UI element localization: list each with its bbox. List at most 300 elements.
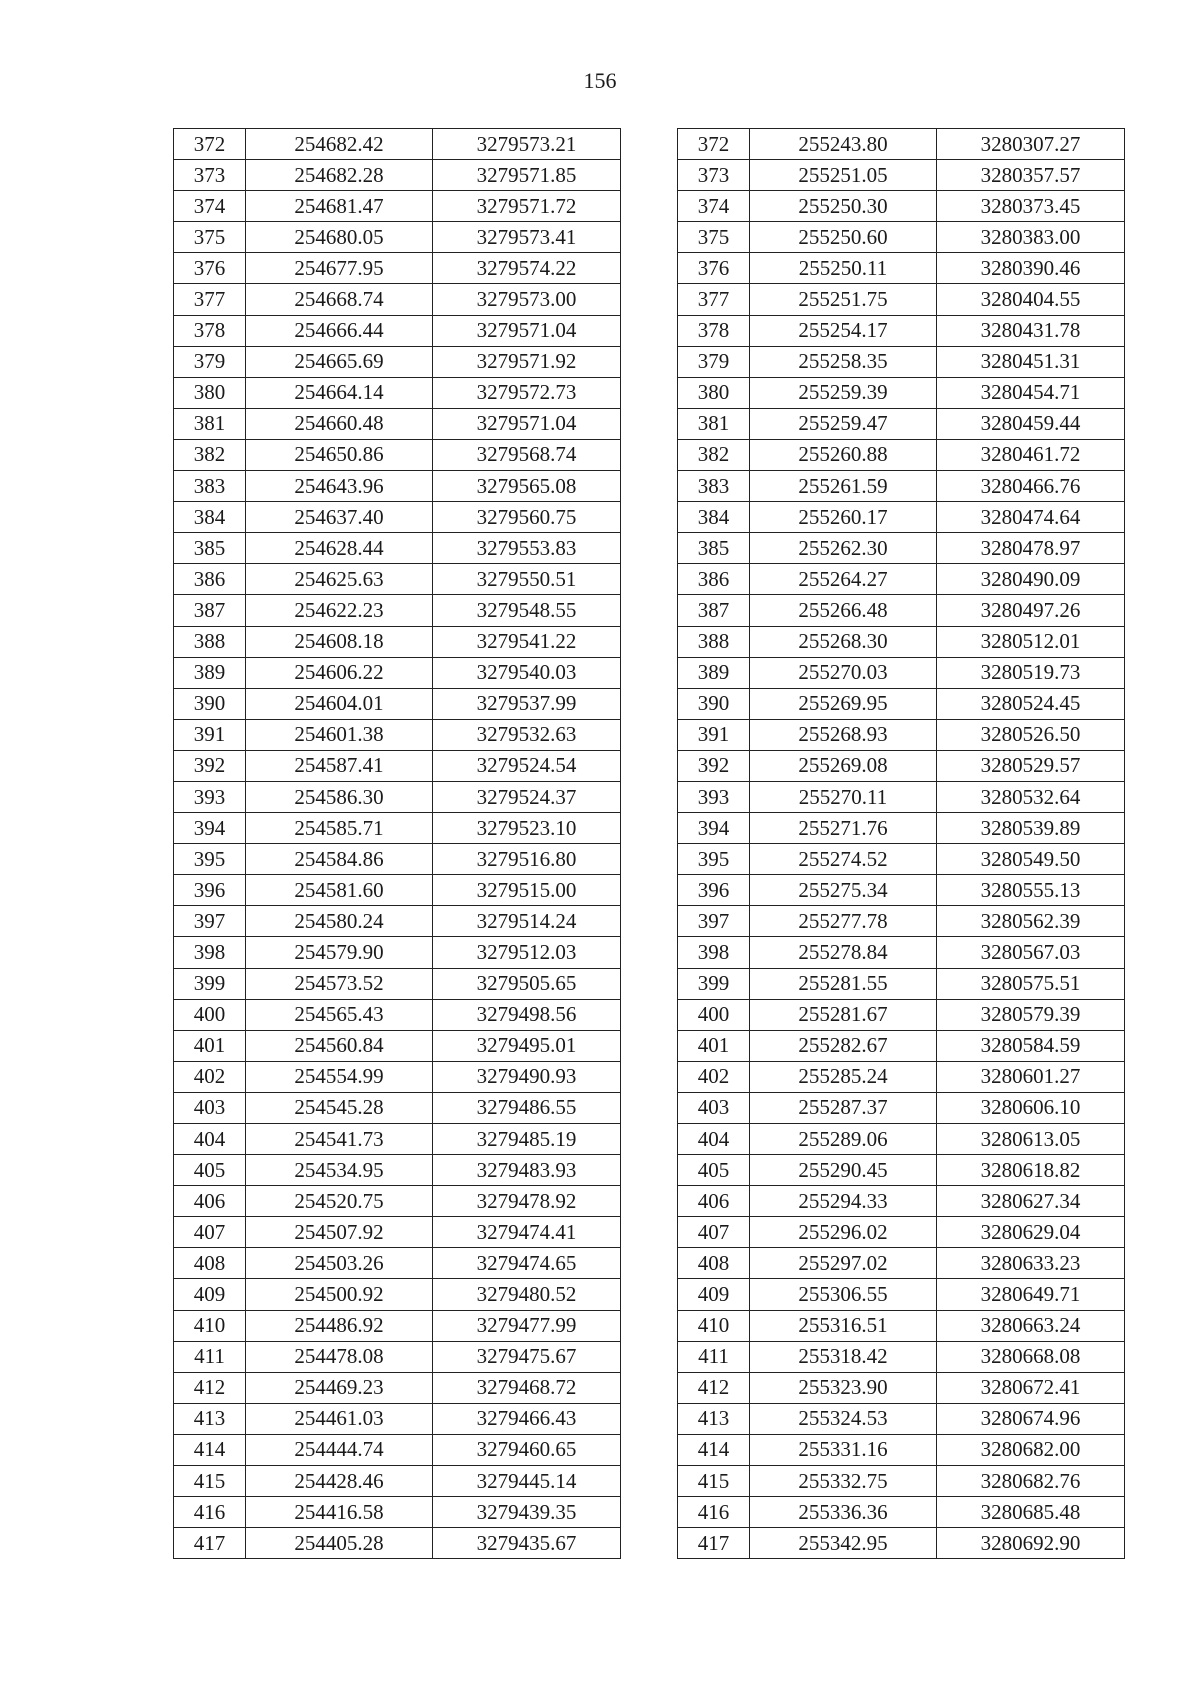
right-x-coordinate: 255306.55 [750,1279,937,1310]
left-y-coordinate: 3279475.67 [433,1341,621,1372]
table-row [174,1434,1125,1465]
table-row [174,315,1125,346]
right-x-coordinate: 255260.17 [750,502,937,533]
table-row [174,1497,1125,1528]
table-row [174,999,1125,1030]
right-point-number: 375 [678,222,750,253]
right-x-coordinate: 255258.35 [750,346,937,377]
left-point-number: 376 [174,253,246,284]
column-gap [621,968,678,999]
left-point-number: 392 [174,750,246,781]
right-y-coordinate: 3280549.50 [937,844,1125,875]
table-row [174,1124,1125,1155]
left-point-number: 411 [174,1341,246,1372]
left-point-number: 402 [174,1061,246,1092]
right-x-coordinate: 255254.17 [750,315,937,346]
right-point-number: 412 [678,1372,750,1403]
left-y-coordinate: 3279571.85 [433,160,621,191]
left-point-number: 415 [174,1466,246,1497]
table-row [174,564,1125,595]
left-point-number: 372 [174,129,246,160]
right-x-coordinate: 255296.02 [750,1217,937,1248]
left-point-number: 386 [174,564,246,595]
table-row [174,1279,1125,1310]
right-y-coordinate: 3280663.24 [937,1310,1125,1341]
column-gap [621,1434,678,1465]
left-x-coordinate: 254585.71 [246,813,433,844]
right-y-coordinate: 3280373.45 [937,191,1125,222]
table-row [174,222,1125,253]
left-x-coordinate: 254637.40 [246,502,433,533]
left-y-coordinate: 3279512.03 [433,937,621,968]
left-point-number: 399 [174,968,246,999]
left-x-coordinate: 254586.30 [246,781,433,812]
right-x-coordinate: 255259.39 [750,377,937,408]
right-point-number: 372 [678,129,750,160]
column-gap [621,564,678,595]
right-y-coordinate: 3280692.90 [937,1528,1125,1559]
table-row [174,688,1125,719]
column-gap [621,875,678,906]
right-point-number: 380 [678,377,750,408]
right-y-coordinate: 3280431.78 [937,315,1125,346]
column-gap [621,377,678,408]
left-point-number: 375 [174,222,246,253]
left-point-number: 416 [174,1497,246,1528]
right-x-coordinate: 255251.75 [750,284,937,315]
right-y-coordinate: 3280383.00 [937,222,1125,253]
left-point-number: 385 [174,533,246,564]
right-x-coordinate: 255262.30 [750,533,937,564]
left-point-number: 377 [174,284,246,315]
column-gap [621,813,678,844]
right-y-coordinate: 3280474.64 [937,502,1125,533]
column-gap [621,471,678,502]
right-x-coordinate: 255269.08 [750,750,937,781]
right-point-number: 398 [678,937,750,968]
right-point-number: 403 [678,1092,750,1123]
column-gap [621,1186,678,1217]
right-x-coordinate: 255297.02 [750,1248,937,1279]
left-x-coordinate: 254469.23 [246,1372,433,1403]
table-row [174,1403,1125,1434]
left-x-coordinate: 254666.44 [246,315,433,346]
left-x-coordinate: 254664.14 [246,377,433,408]
right-point-number: 405 [678,1155,750,1186]
right-y-coordinate: 3280649.71 [937,1279,1125,1310]
table-row [174,781,1125,812]
right-point-number: 387 [678,595,750,626]
right-y-coordinate: 3280529.57 [937,750,1125,781]
column-gap [621,906,678,937]
right-x-coordinate: 255271.76 [750,813,937,844]
right-x-coordinate: 255290.45 [750,1155,937,1186]
left-y-coordinate: 3279478.92 [433,1186,621,1217]
right-point-number: 400 [678,999,750,1030]
right-point-number: 376 [678,253,750,284]
column-gap [621,1310,678,1341]
left-y-coordinate: 3279483.93 [433,1155,621,1186]
table-row [174,377,1125,408]
right-point-number: 377 [678,284,750,315]
right-point-number: 413 [678,1403,750,1434]
table-row [174,191,1125,222]
right-y-coordinate: 3280555.13 [937,875,1125,906]
left-y-coordinate: 3279460.65 [433,1434,621,1465]
column-gap [621,750,678,781]
left-y-coordinate: 3279532.63 [433,719,621,750]
column-gap [621,253,678,284]
right-x-coordinate: 255268.30 [750,626,937,657]
column-gap [621,160,678,191]
left-x-coordinate: 254677.95 [246,253,433,284]
right-y-coordinate: 3280539.89 [937,813,1125,844]
left-point-number: 393 [174,781,246,812]
right-x-coordinate: 255289.06 [750,1124,937,1155]
right-y-coordinate: 3280524.45 [937,688,1125,719]
left-x-coordinate: 254604.01 [246,688,433,719]
column-gap [621,781,678,812]
table-row [174,284,1125,315]
left-point-number: 390 [174,688,246,719]
column-gap [621,937,678,968]
right-point-number: 417 [678,1528,750,1559]
table-row [174,408,1125,439]
left-x-coordinate: 254554.99 [246,1061,433,1092]
table-row [174,1030,1125,1061]
table-row [174,1092,1125,1123]
right-point-number: 385 [678,533,750,564]
left-y-coordinate: 3279485.19 [433,1124,621,1155]
right-point-number: 378 [678,315,750,346]
left-x-coordinate: 254680.05 [246,222,433,253]
table-row [174,595,1125,626]
right-x-coordinate: 255316.51 [750,1310,937,1341]
left-x-coordinate: 254478.08 [246,1341,433,1372]
left-point-number: 388 [174,626,246,657]
left-y-coordinate: 3279568.74 [433,439,621,470]
left-y-coordinate: 3279486.55 [433,1092,621,1123]
right-y-coordinate: 3280404.55 [937,284,1125,315]
left-point-number: 389 [174,657,246,688]
right-y-coordinate: 3280682.76 [937,1466,1125,1497]
right-y-coordinate: 3280357.57 [937,160,1125,191]
column-gap [621,533,678,564]
right-y-coordinate: 3280606.10 [937,1092,1125,1123]
table-row [174,533,1125,564]
right-y-coordinate: 3280567.03 [937,937,1125,968]
left-point-number: 383 [174,471,246,502]
right-y-coordinate: 3280674.96 [937,1403,1125,1434]
table-row [174,502,1125,533]
right-x-coordinate: 255277.78 [750,906,937,937]
left-point-number: 382 [174,439,246,470]
left-point-number: 397 [174,906,246,937]
left-y-coordinate: 3279514.24 [433,906,621,937]
right-x-coordinate: 255285.24 [750,1061,937,1092]
right-point-number: 406 [678,1186,750,1217]
left-point-number: 409 [174,1279,246,1310]
right-y-coordinate: 3280601.27 [937,1061,1125,1092]
column-gap [621,1466,678,1497]
left-x-coordinate: 254444.74 [246,1434,433,1465]
left-y-coordinate: 3279571.72 [433,191,621,222]
right-point-number: 402 [678,1061,750,1092]
left-x-coordinate: 254534.95 [246,1155,433,1186]
right-x-coordinate: 255268.93 [750,719,937,750]
table-row [174,1248,1125,1279]
left-y-coordinate: 3279573.00 [433,284,621,315]
right-point-number: 399 [678,968,750,999]
left-x-coordinate: 254500.92 [246,1279,433,1310]
left-y-coordinate: 3279474.65 [433,1248,621,1279]
right-point-number: 415 [678,1466,750,1497]
left-x-coordinate: 254573.52 [246,968,433,999]
right-point-number: 410 [678,1310,750,1341]
coordinates-table [173,128,1125,1559]
left-y-coordinate: 3279498.56 [433,999,621,1030]
left-point-number: 401 [174,1030,246,1061]
left-x-coordinate: 254520.75 [246,1186,433,1217]
left-point-number: 384 [174,502,246,533]
table-row [174,875,1125,906]
right-x-coordinate: 255274.52 [750,844,937,875]
right-y-coordinate: 3280390.46 [937,253,1125,284]
right-x-coordinate: 255282.67 [750,1030,937,1061]
left-x-coordinate: 254580.24 [246,906,433,937]
left-point-number: 404 [174,1124,246,1155]
right-x-coordinate: 255281.67 [750,999,937,1030]
column-gap [621,284,678,315]
left-y-coordinate: 3279490.93 [433,1061,621,1092]
right-point-number: 411 [678,1341,750,1372]
left-y-coordinate: 3279571.04 [433,315,621,346]
left-point-number: 373 [174,160,246,191]
left-x-coordinate: 254660.48 [246,408,433,439]
right-y-coordinate: 3280461.72 [937,439,1125,470]
left-x-coordinate: 254560.84 [246,1030,433,1061]
left-y-coordinate: 3279573.21 [433,129,621,160]
right-y-coordinate: 3280497.26 [937,595,1125,626]
left-point-number: 394 [174,813,246,844]
table-row [174,906,1125,937]
left-x-coordinate: 254579.90 [246,937,433,968]
left-point-number: 412 [174,1372,246,1403]
right-x-coordinate: 255336.36 [750,1497,937,1528]
left-y-coordinate: 3279477.99 [433,1310,621,1341]
left-x-coordinate: 254584.86 [246,844,433,875]
right-point-number: 404 [678,1124,750,1155]
left-point-number: 374 [174,191,246,222]
right-point-number: 391 [678,719,750,750]
right-x-coordinate: 255260.88 [750,439,937,470]
column-gap [621,657,678,688]
left-point-number: 379 [174,346,246,377]
right-x-coordinate: 255281.55 [750,968,937,999]
column-gap [621,1528,678,1559]
table-row [174,439,1125,470]
right-y-coordinate: 3280451.31 [937,346,1125,377]
column-gap [621,1341,678,1372]
left-y-coordinate: 3279541.22 [433,626,621,657]
table-row [174,1372,1125,1403]
right-x-coordinate: 255331.16 [750,1434,937,1465]
table-row [174,813,1125,844]
column-gap [621,1061,678,1092]
left-x-coordinate: 254622.23 [246,595,433,626]
column-gap [621,191,678,222]
right-point-number: 374 [678,191,750,222]
table-row [174,657,1125,688]
left-x-coordinate: 254628.44 [246,533,433,564]
left-y-coordinate: 3279495.01 [433,1030,621,1061]
left-x-coordinate: 254581.60 [246,875,433,906]
column-gap [621,439,678,470]
right-x-coordinate: 255261.59 [750,471,937,502]
right-y-coordinate: 3280454.71 [937,377,1125,408]
right-y-coordinate: 3280633.23 [937,1248,1125,1279]
left-y-coordinate: 3279565.08 [433,471,621,502]
left-y-coordinate: 3279524.37 [433,781,621,812]
left-x-coordinate: 254461.03 [246,1403,433,1434]
right-x-coordinate: 255342.95 [750,1528,937,1559]
right-x-coordinate: 255250.30 [750,191,937,222]
right-y-coordinate: 3280672.41 [937,1372,1125,1403]
right-point-number: 383 [678,471,750,502]
left-y-coordinate: 3279574.22 [433,253,621,284]
right-y-coordinate: 3280618.82 [937,1155,1125,1186]
right-x-coordinate: 255318.42 [750,1341,937,1372]
table-row [174,937,1125,968]
table-row [174,750,1125,781]
right-y-coordinate: 3280307.27 [937,129,1125,160]
right-y-coordinate: 3280682.00 [937,1434,1125,1465]
left-x-coordinate: 254601.38 [246,719,433,750]
right-y-coordinate: 3280526.50 [937,719,1125,750]
right-y-coordinate: 3280627.34 [937,1186,1125,1217]
left-x-coordinate: 254428.46 [246,1466,433,1497]
left-y-coordinate: 3279548.55 [433,595,621,626]
right-y-coordinate: 3280579.39 [937,999,1125,1030]
table-row [174,1061,1125,1092]
right-point-number: 392 [678,750,750,781]
right-y-coordinate: 3280584.59 [937,1030,1125,1061]
right-point-number: 401 [678,1030,750,1061]
table-row [174,160,1125,191]
right-x-coordinate: 255270.03 [750,657,937,688]
left-x-coordinate: 254486.92 [246,1310,433,1341]
left-y-coordinate: 3279516.80 [433,844,621,875]
table-row [174,844,1125,875]
table-row [174,719,1125,750]
left-x-coordinate: 254665.69 [246,346,433,377]
left-y-coordinate: 3279505.65 [433,968,621,999]
column-gap [621,1217,678,1248]
right-x-coordinate: 255287.37 [750,1092,937,1123]
left-point-number: 391 [174,719,246,750]
right-point-number: 396 [678,875,750,906]
left-y-coordinate: 3279540.03 [433,657,621,688]
right-x-coordinate: 255278.84 [750,937,937,968]
right-point-number: 388 [678,626,750,657]
column-gap [621,1497,678,1528]
right-y-coordinate: 3280512.01 [937,626,1125,657]
right-y-coordinate: 3280532.64 [937,781,1125,812]
left-point-number: 413 [174,1403,246,1434]
left-x-coordinate: 254503.26 [246,1248,433,1279]
left-y-coordinate: 3279439.35 [433,1497,621,1528]
table-row [174,346,1125,377]
left-y-coordinate: 3279523.10 [433,813,621,844]
left-point-number: 398 [174,937,246,968]
table-row [174,253,1125,284]
left-y-coordinate: 3279550.51 [433,564,621,595]
left-x-coordinate: 254643.96 [246,471,433,502]
column-gap [621,1372,678,1403]
right-y-coordinate: 3280519.73 [937,657,1125,688]
left-y-coordinate: 3279573.41 [433,222,621,253]
left-x-coordinate: 254416.58 [246,1497,433,1528]
left-y-coordinate: 3279445.14 [433,1466,621,1497]
right-point-number: 408 [678,1248,750,1279]
column-gap [621,1279,678,1310]
right-x-coordinate: 255250.60 [750,222,937,253]
column-gap [621,346,678,377]
right-x-coordinate: 255259.47 [750,408,937,439]
right-point-number: 389 [678,657,750,688]
column-gap [621,502,678,533]
left-x-coordinate: 254608.18 [246,626,433,657]
column-gap [621,408,678,439]
right-x-coordinate: 255243.80 [750,129,937,160]
page-number: 156 [583,68,617,93]
left-y-coordinate: 3279524.54 [433,750,621,781]
left-y-coordinate: 3279466.43 [433,1403,621,1434]
right-x-coordinate: 255269.95 [750,688,937,719]
right-point-number: 395 [678,844,750,875]
left-point-number: 395 [174,844,246,875]
right-point-number: 394 [678,813,750,844]
column-gap [621,1124,678,1155]
right-point-number: 407 [678,1217,750,1248]
left-point-number: 380 [174,377,246,408]
right-x-coordinate: 255264.27 [750,564,937,595]
table-row [174,626,1125,657]
left-y-coordinate: 3279468.72 [433,1372,621,1403]
left-point-number: 381 [174,408,246,439]
column-gap [621,595,678,626]
right-y-coordinate: 3280459.44 [937,408,1125,439]
right-y-coordinate: 3280629.04 [937,1217,1125,1248]
left-point-number: 378 [174,315,246,346]
column-gap [621,1092,678,1123]
left-y-coordinate: 3279572.73 [433,377,621,408]
right-point-number: 409 [678,1279,750,1310]
table-row [174,1217,1125,1248]
left-point-number: 387 [174,595,246,626]
left-x-coordinate: 254405.28 [246,1528,433,1559]
right-point-number: 381 [678,408,750,439]
right-x-coordinate: 255270.11 [750,781,937,812]
column-gap [621,315,678,346]
left-x-coordinate: 254682.42 [246,129,433,160]
left-point-number: 417 [174,1528,246,1559]
column-gap [621,688,678,719]
table-row [174,1310,1125,1341]
column-gap [621,626,678,657]
left-x-coordinate: 254587.41 [246,750,433,781]
left-y-coordinate: 3279515.00 [433,875,621,906]
